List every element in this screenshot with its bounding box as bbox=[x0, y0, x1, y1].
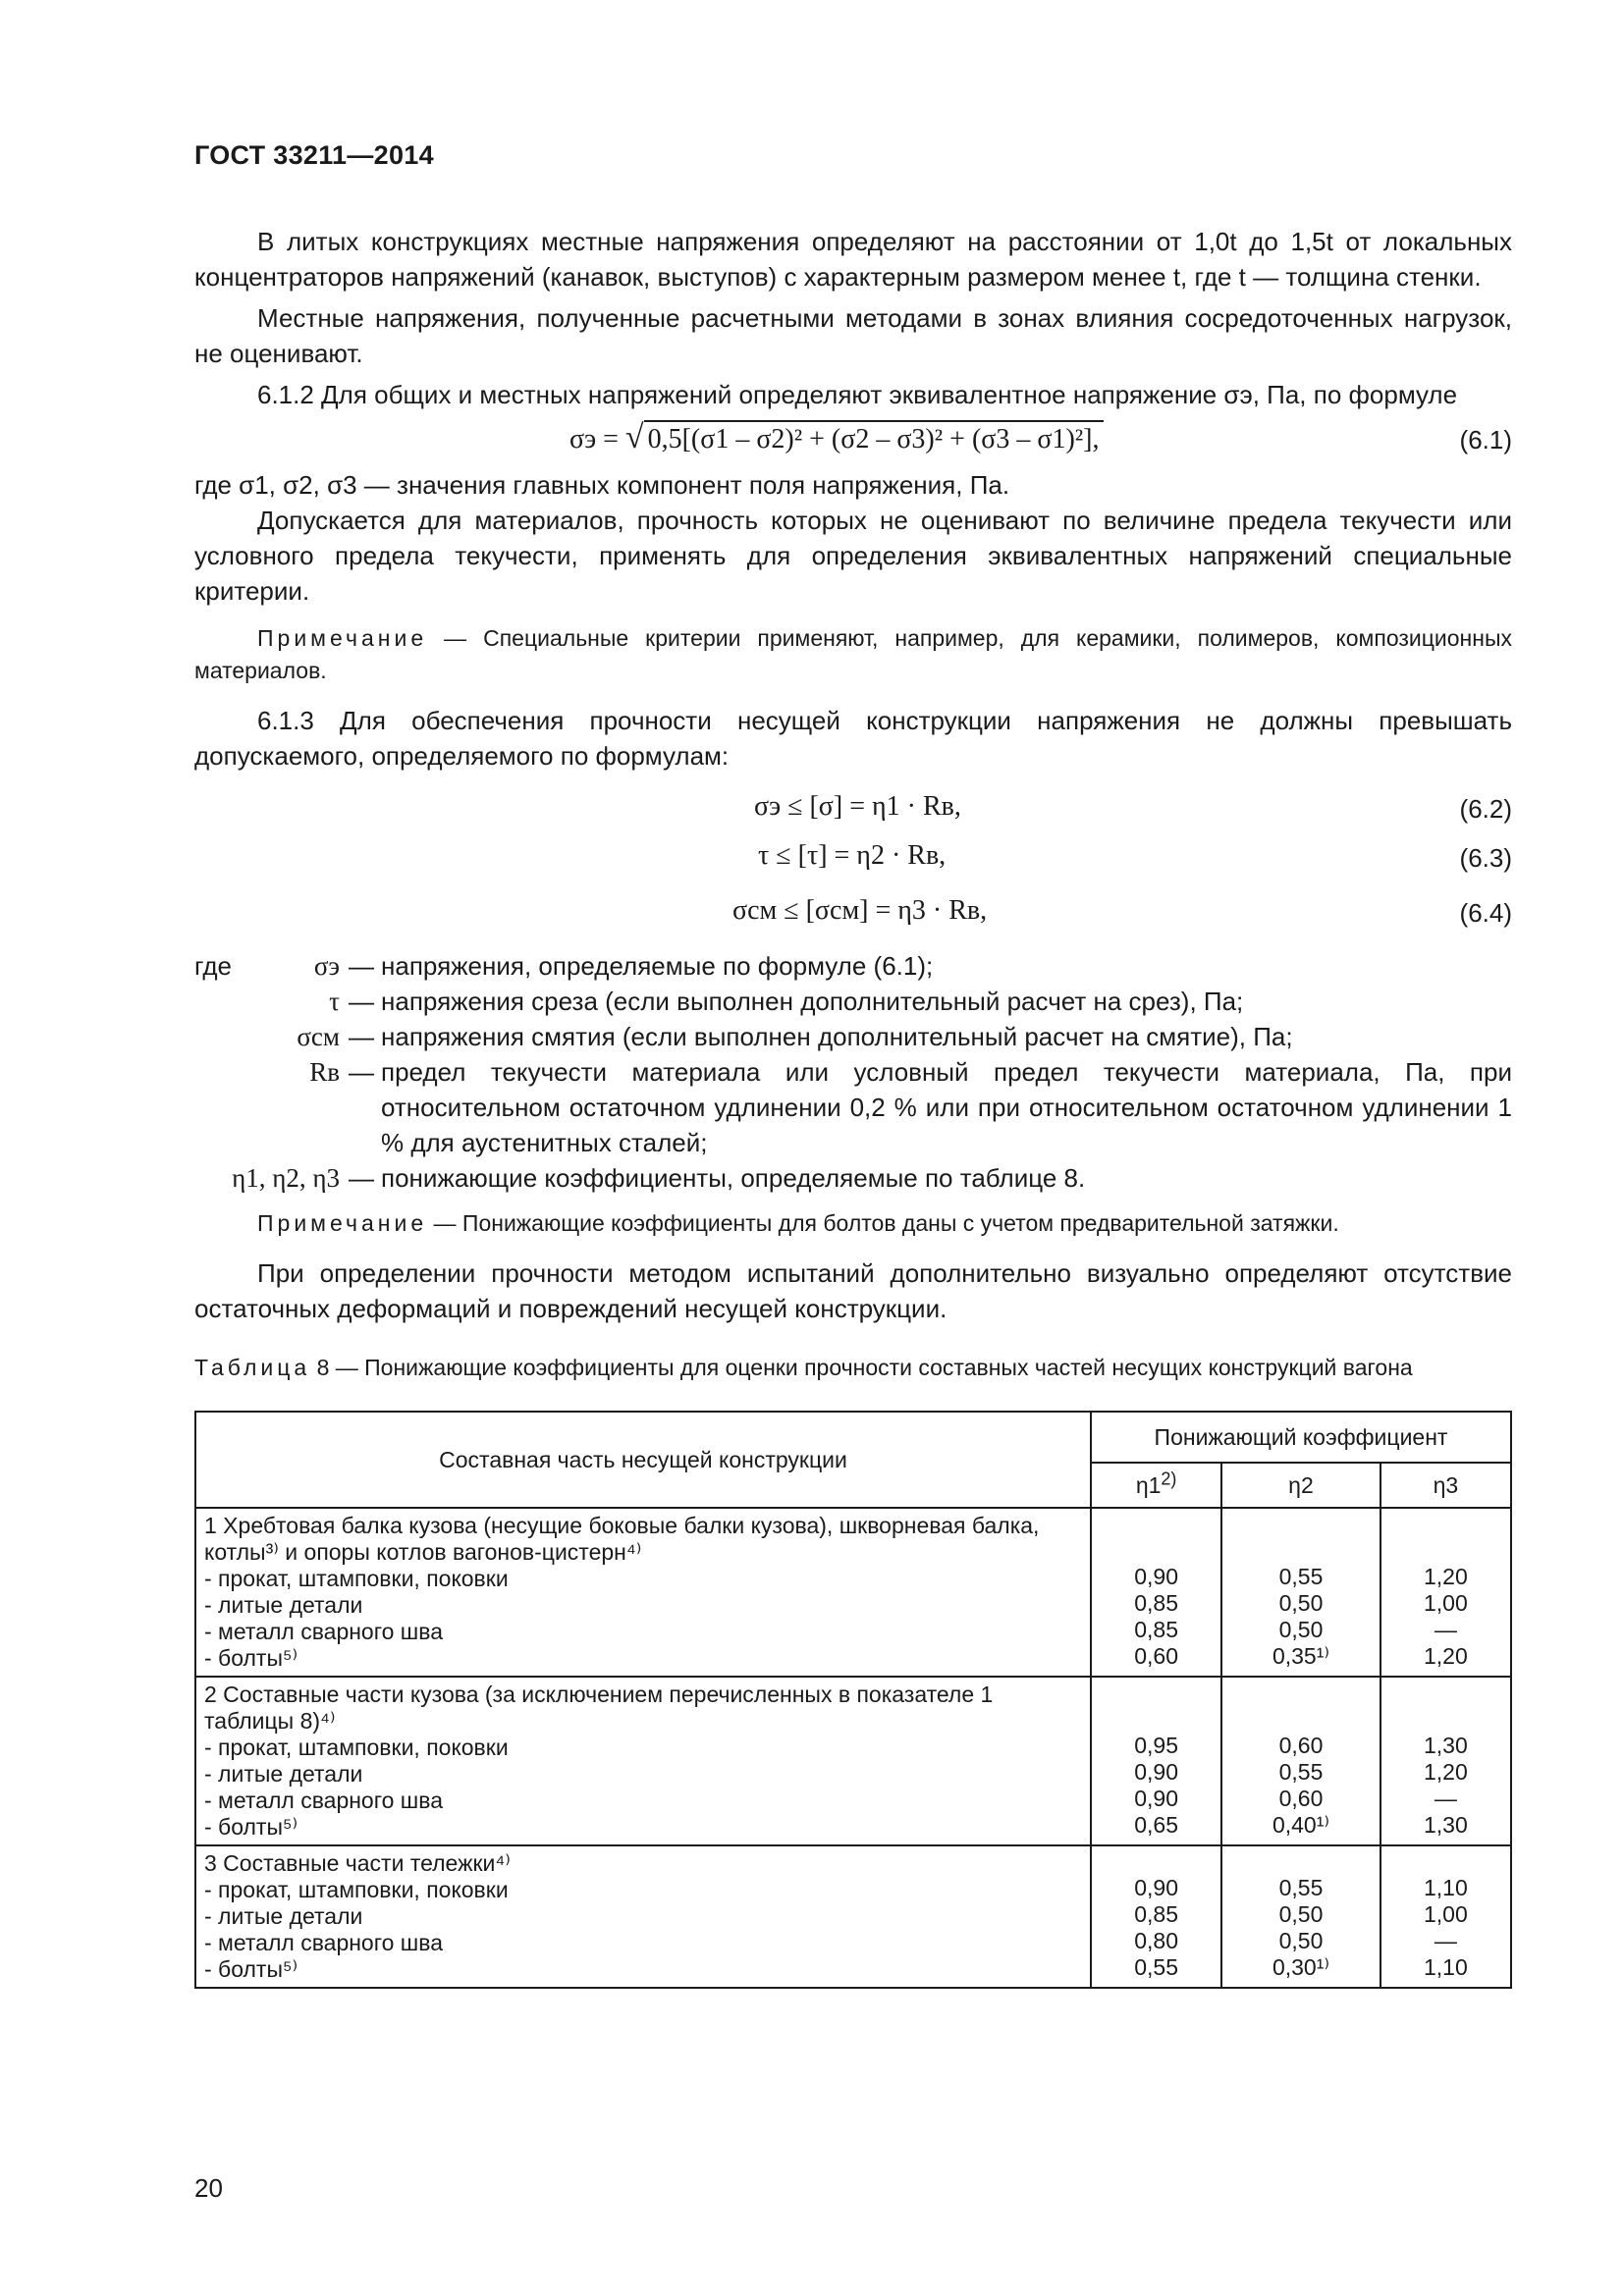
coefficient-value: 0,60 bbox=[1278, 1733, 1324, 1758]
formula-6-3-number: (6.3) bbox=[1459, 843, 1512, 873]
document-page bbox=[194, 137, 1512, 1989]
where-symbol-eta: η1, η2, η3 bbox=[232, 1163, 340, 1193]
note-bolts bbox=[194, 1207, 1512, 1240]
formula-6-1-body: 0,5[(σ1 – σ2)² + (σ2 – σ3)² + (σ3 – σ1)²], bbox=[644, 420, 1104, 454]
coefficient-value: 1,10 bbox=[1423, 1875, 1468, 1900]
table-cell-e2 bbox=[1221, 1508, 1380, 1677]
where-dash: — bbox=[349, 1163, 374, 1193]
coefficient-value: 0,30¹⁾ bbox=[1272, 1954, 1330, 1980]
table-caption bbox=[194, 1350, 1512, 1385]
table-row bbox=[195, 1508, 1511, 1677]
coefficient-value: 0,90 bbox=[1134, 1564, 1178, 1589]
coefficient-value: 1,20 bbox=[1423, 1564, 1468, 1589]
coefficient-value: 1,00 bbox=[1423, 1901, 1468, 1927]
formula-6-4-number: (6.4) bbox=[1459, 898, 1512, 928]
table-cell-e3 bbox=[1380, 1508, 1511, 1677]
coefficient-value: 0,90 bbox=[1134, 1875, 1178, 1900]
where-dash: — bbox=[349, 1022, 374, 1051]
table-cell-part bbox=[195, 1508, 1091, 1677]
part-item: - прокат, штамповки, поковки bbox=[204, 1735, 509, 1760]
table-caption-text: 8 — Понижающие коэффициенты для оценки прочности составных частей несущих конструкций вагона bbox=[310, 1355, 1413, 1380]
coefficient-value: 0,40¹⁾ bbox=[1272, 1812, 1330, 1838]
part-item: - литые детали bbox=[204, 1903, 363, 1929]
where-symbol-sigma-sm: σсм bbox=[297, 1022, 340, 1051]
part-item: - болты⁵⁾ bbox=[204, 1814, 298, 1840]
note-label: Примечание bbox=[257, 1210, 428, 1236]
coefficient-value: — bbox=[1434, 1786, 1457, 1811]
coefficient-value: 0,50 bbox=[1278, 1617, 1324, 1642]
formula-6-1 bbox=[194, 416, 1512, 461]
coefficient-value: 0,80 bbox=[1134, 1928, 1178, 1953]
table-cell-e2 bbox=[1221, 1845, 1380, 1988]
coefficient-value: 0,60 bbox=[1134, 1643, 1178, 1669]
note-text: — Понижающие коэффициенты для болтов даны с учетом предварительной затяжки. bbox=[427, 1210, 1339, 1236]
column-header-eta1: η1$^{2)}$ bbox=[1091, 1463, 1221, 1508]
table-body bbox=[195, 1508, 1511, 1988]
column-header-part: Составная часть несущей конструкции bbox=[195, 1412, 1091, 1508]
formula-6-4 bbox=[194, 889, 1512, 934]
where-text: напряжения среза (если выполнен дополнительный расчет на срез), Па; bbox=[381, 987, 1244, 1016]
coefficient-value: 0,55 bbox=[1278, 1564, 1324, 1589]
paragraph-6-1-2: 6.1.2 Для общих и местных напряжений определяют эквивалентное напряжение σэ, Па, по формуле bbox=[257, 380, 1458, 409]
coefficient-value: 1,00 bbox=[1423, 1590, 1468, 1616]
part-item: - болты⁵⁾ bbox=[204, 1956, 298, 1982]
coefficient-value: 0,50 bbox=[1278, 1901, 1324, 1927]
part-item: - металл сварного шва bbox=[204, 1619, 443, 1644]
coefficient-value: 0,65 bbox=[1134, 1812, 1178, 1838]
coefficient-value: 1,30 bbox=[1423, 1812, 1468, 1838]
note-text: — Специальные критерии применяют, например, для керамики, полимеров, композиционных материалов. bbox=[194, 625, 1512, 683]
coefficient-value: 0,35¹⁾ bbox=[1272, 1643, 1330, 1669]
part-item: - литые детали bbox=[204, 1761, 363, 1787]
paragraph-special-criteria: Допускается для материалов, прочность которых не оценивают по величине предела текучести или условного предела текучести, применять для определения эквивалентных напряжений специальные критерии. bbox=[194, 506, 1512, 606]
formula-6-4-expr: σсм ≤ [σсм] = η3 · Rв, bbox=[732, 895, 988, 926]
paragraph-6-1-3: 6.1.3 Для обеспечения прочности несущей конструкции напряжения не должны превышать допускаемого, определяемого по формулам: bbox=[194, 706, 1512, 771]
where-symbol-sigma-e: где σэ bbox=[194, 948, 342, 984]
coefficient-value: 0,55 bbox=[1278, 1759, 1324, 1785]
table-cell-e3 bbox=[1380, 1845, 1511, 1988]
table-cell-e1 bbox=[1091, 1845, 1221, 1988]
paragraph-principal-components: где σ1, σ2, σ3 — значения главных компонент поля напряжения, Па. bbox=[194, 470, 1010, 500]
table-cell-part bbox=[195, 1845, 1091, 1988]
coefficient-value: 1,10 bbox=[1423, 1954, 1468, 1980]
note-special-criteria bbox=[194, 622, 1512, 687]
table-caption-label: Таблица bbox=[194, 1355, 311, 1380]
where-text: понижающие коэффициенты, определяемые по таблице 8. bbox=[381, 1163, 1086, 1193]
paragraph-local-stress-not-evaluated: Местные напряжения, полученные расчетными методами в зонах влияния сосредоточенных нагрузок, не оценивают. bbox=[194, 303, 1512, 368]
part-item: - прокат, штамповки, поковки bbox=[204, 1877, 509, 1902]
table-cell-e2 bbox=[1221, 1677, 1380, 1845]
coefficient-value: 1,20 bbox=[1423, 1759, 1468, 1785]
coefficient-value: — bbox=[1434, 1617, 1457, 1642]
group-title: 1 Хребтовая балка кузова (несущие боковые балки кузова), шкворневая балка, котлы³⁾ и опоры котлов вагонов-цистерн⁴⁾ bbox=[204, 1513, 1040, 1565]
standard-code: ГОСТ 33211—2014 bbox=[194, 140, 434, 170]
column-header-group: Понижающий коэффициент bbox=[1091, 1412, 1511, 1463]
where-text: напряжения, определяемые по формуле (6.1); bbox=[381, 951, 934, 981]
group-title: 2 Составные части кузова (за исключением перечисленных в показателе 1 таблицы 8)⁴⁾ bbox=[204, 1682, 994, 1734]
coefficient-value: 0,55 bbox=[1278, 1875, 1324, 1900]
formula-6-1-lhs: σэ = bbox=[569, 424, 619, 454]
coefficient-value: 1,30 bbox=[1423, 1733, 1468, 1758]
coefficient-value: 0,85 bbox=[1134, 1590, 1178, 1616]
coefficient-value: 1,20 bbox=[1423, 1643, 1468, 1669]
formula-6-1-number: (6.1) bbox=[1459, 425, 1512, 454]
coefficient-value: 0,85 bbox=[1134, 1617, 1178, 1642]
where-dash: — bbox=[349, 1057, 374, 1087]
formula-6-2 bbox=[194, 785, 1512, 830]
note-label: Примечание bbox=[257, 625, 428, 651]
part-item: - болты⁵⁾ bbox=[204, 1645, 298, 1671]
table-row bbox=[195, 1677, 1511, 1845]
coefficient-value: — bbox=[1434, 1928, 1457, 1953]
coefficient-value: 0,50 bbox=[1278, 1928, 1324, 1953]
formula-6-3-expr: τ ≤ [τ] = η2 · Rв, bbox=[758, 840, 947, 871]
coefficient-value: 0,90 bbox=[1134, 1759, 1178, 1785]
part-item: - прокат, штамповки, поковки bbox=[204, 1566, 509, 1591]
page-number: 20 bbox=[194, 2173, 223, 2203]
coefficient-value: 0,90 bbox=[1134, 1786, 1178, 1811]
coefficient-value: 0,95 bbox=[1134, 1733, 1178, 1758]
group-title: 3 Составные части тележки⁴⁾ bbox=[204, 1850, 511, 1876]
coefficient-value: 0,85 bbox=[1134, 1901, 1178, 1927]
where-list bbox=[194, 948, 1512, 1196]
column-header-eta3: η3 bbox=[1380, 1463, 1511, 1508]
part-item: - литые детали bbox=[204, 1592, 363, 1618]
sqrt-sign-icon: √ bbox=[624, 419, 644, 455]
where-label: где bbox=[194, 951, 232, 981]
table-cell-part bbox=[195, 1677, 1091, 1845]
where-text: напряжения смятия (если выполнен дополнительный расчет на смятие), Па; bbox=[381, 1022, 1293, 1051]
part-item: - металл сварного шва bbox=[204, 1788, 443, 1813]
formula-6-2-expr: σэ ≤ [σ] = η1 · Rв, bbox=[754, 791, 961, 822]
paragraph-local-stress: В литых конструкциях местные напряжения определяют на расстоянии от 1,0t до 1,5t от локальных концентраторов напряжений (канавок, выступов) с характерным размером менее t, где t — толщина стенки. bbox=[194, 227, 1512, 292]
where-dash: — bbox=[349, 987, 374, 1016]
table-cell-e1 bbox=[1091, 1508, 1221, 1677]
formula-6-3 bbox=[194, 834, 1512, 880]
where-dash: — bbox=[349, 951, 374, 981]
formula-6-2-number: (6.2) bbox=[1459, 794, 1512, 824]
coefficient-value: 0,55 bbox=[1134, 1954, 1178, 1980]
coefficients-table bbox=[194, 1411, 1512, 1989]
where-symbol-tau: τ bbox=[329, 987, 340, 1016]
table-row bbox=[195, 1845, 1511, 1988]
coefficient-value: 0,50 bbox=[1278, 1590, 1324, 1616]
table-cell-e1 bbox=[1091, 1677, 1221, 1845]
where-text: предел текучести материала или условный предел текучести материала, Па, при относительном остаточном удлинении 0,2 % или при относительном остаточном удлинении 1 % для аустенитных сталей; bbox=[381, 1057, 1512, 1157]
part-item: - металл сварного шва bbox=[204, 1930, 443, 1955]
column-header-eta2: η2 bbox=[1221, 1463, 1380, 1508]
coefficient-value: 0,60 bbox=[1278, 1786, 1324, 1811]
paragraph-testing: При определении прочности методом испытаний дополнительно визуально определяют отсутствие остаточных деформаций и повреждений несущей конструкции. bbox=[194, 1258, 1512, 1323]
table-cell-e3 bbox=[1380, 1677, 1511, 1845]
where-symbol-r: Rв bbox=[309, 1057, 340, 1087]
